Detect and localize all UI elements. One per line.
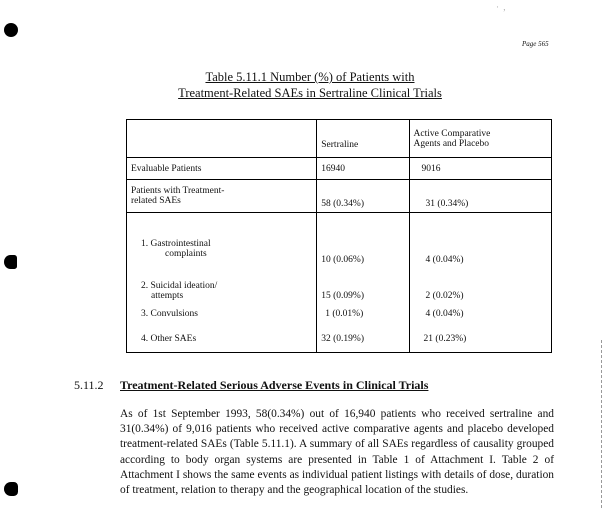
section-number: 5.11.2 [74, 378, 104, 392]
page-number: Page 565 [522, 40, 549, 48]
punch-hole-top [4, 23, 18, 37]
table-title-line1: Table 5.11.1 Number (%) of Patients with [205, 70, 415, 84]
table-title-line2: Treatment-Related SAEs in Sertraline Clinical Trials [178, 86, 442, 100]
scan-edge-line [601, 340, 603, 508]
table-row-suicidal: 2. Suicidal ideation/ attempts 15 (0.09%) 2 (0.02%) [127, 265, 552, 301]
table-row-with-saes: Patients with Treatment- related SAEs 58 (0.34%) 31 (0.34%) [127, 180, 552, 213]
stamp-mark: · , [496, 2, 520, 12]
punch-hole-middle [4, 255, 17, 269]
header-sertraline: Sertraline [317, 120, 409, 158]
section-title: Treatment-Related Serious Adverse Events in Clinical Trials [120, 378, 429, 392]
table-row-evaluable: Evaluable Patients 16940 9016 [127, 158, 552, 180]
table-row-gastrointestinal: 1. Gastrointestinal complaints 10 (0.06%) 4 (0.04%) [127, 233, 552, 265]
header-comparative: Active Comparative Agents and Placebo [409, 120, 551, 158]
sae-table [126, 119, 552, 353]
section-paragraph: As of 1st September 1993, 58(0.34%) out of 16,940 patients who received sertraline and 31(0.34%) of 9,016 patients who received active comparative agents and placebo developed treatment-related SAEs (Table 5.11.1). A summary of all SAEs regardless of causality grouped according to body organ systems are presented in Table 1 of Attachment I. Table 2 of Attachment I shows the same events as individual patient listings with details of dose, duration of treatment, relation to therapy and the geographical location of the studies. [120, 408, 554, 497]
table-row-other: 4. Other SAEs 32 (0.19%) 21 (0.23%) [127, 327, 552, 353]
punch-hole-bottom [4, 482, 18, 496]
table-row-convulsions: 3. Convulsions 1 (0.01%) 4 (0.04%) [127, 301, 552, 327]
table-header-row [127, 120, 552, 158]
